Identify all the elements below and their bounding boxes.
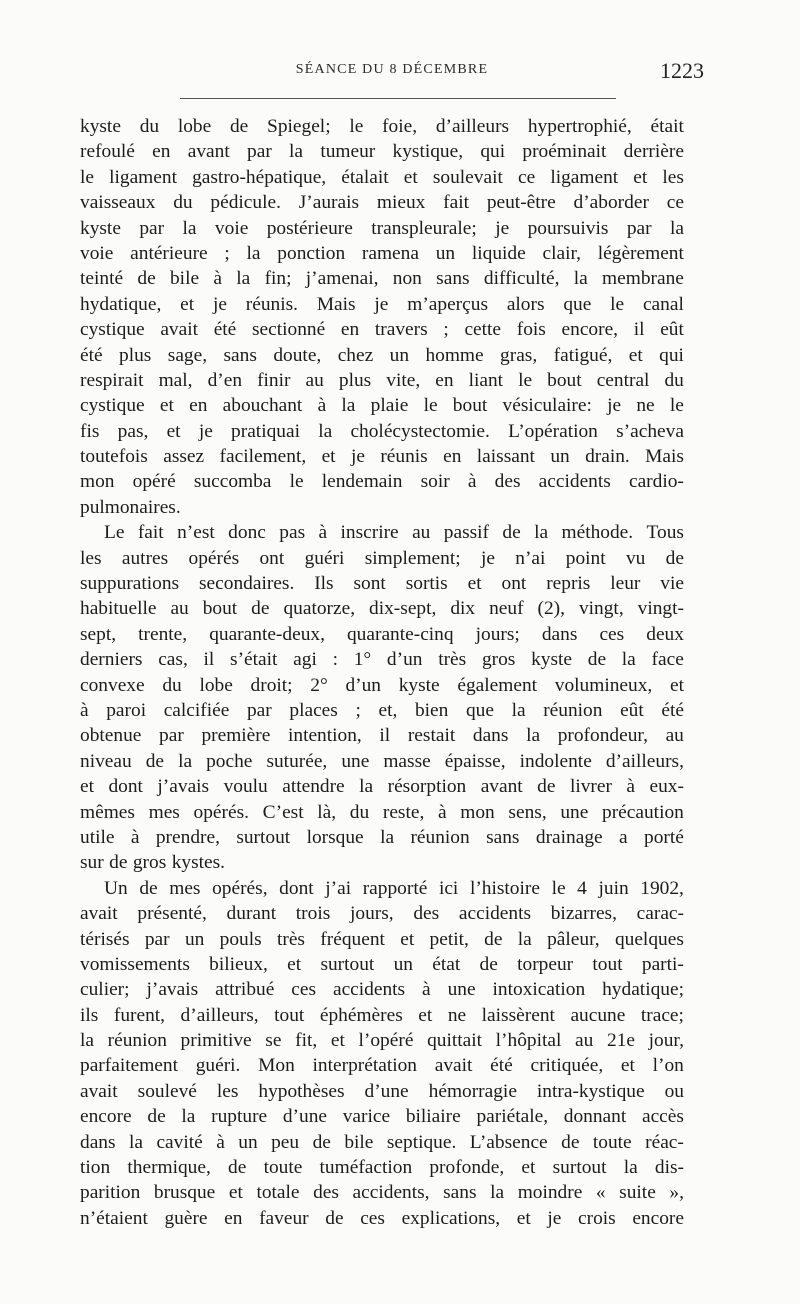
text-line: voie antérieure ; la ponction ramena un liquide clair, légèrement <box>80 242 684 264</box>
text-line: la réunion primitive se fit, et l’opéré quittait l’hôpital au 21e jour, <box>80 1030 684 1052</box>
text-line: suppurations secondaires. Ils sont sortis et ont repris leur vie <box>80 573 684 595</box>
text-line: teinté de bile à la fin; j’amenai, non sans difficulté, la membrane <box>80 268 684 290</box>
text-line: et dont j’avais voulu attendre la résorption avant de livrer à eux- <box>80 776 684 798</box>
text-line: avait présenté, durant trois jours, des accidents bizarres, carac- <box>80 903 684 925</box>
text-line: niveau de la poche suturée, une masse épaisse, indolente d’ailleurs, <box>80 750 684 772</box>
text-line: kyste par la voie postérieure transpleurale; je poursuivis par la <box>80 217 684 239</box>
paragraph <box>80 876 684 1231</box>
text-line: Le fait n’est donc pas à inscrire au passif de la méthode. Tous <box>104 522 684 544</box>
text-line: vaisseaux du pédicule. J’aurais mieux fait peut-être d’aborder ce <box>80 192 684 214</box>
page-header <box>80 58 704 86</box>
text-line: ils furent, d’ailleurs, tout éphémères et ne laissèrent aucune trace; <box>80 1004 684 1026</box>
page-number: 1223 <box>660 58 704 83</box>
text-line: utile à prendre, surtout lorsque la réunion sans drainage a porté <box>80 826 684 848</box>
text-line: encore de la rupture d’une varice biliaire pariétale, donnant accès <box>80 1106 684 1128</box>
text-line: les autres opérés ont guéri simplement; je n’ai point vu de <box>80 547 684 569</box>
text-line: dans la cavité à un peu de bile septique. L’absence de toute réac- <box>80 1131 684 1153</box>
text-line: refoulé en avant par la tumeur kystique, qui proéminait derrière <box>80 141 684 163</box>
header-rule <box>180 98 616 99</box>
text-line: culier; j’avais attribué ces accidents à une intoxication hydatique; <box>80 979 684 1001</box>
text-line: Un de mes opérés, dont j’ai rapporté ici l’histoire le 4 juin 1902, <box>104 877 684 899</box>
text-line: obtenue par première intention, il restait dans la profondeur, au <box>80 725 684 747</box>
text-line: n’étaient guère en faveur de ces explications, et je crois encore <box>80 1207 684 1229</box>
text-line: vomissements bilieux, et surtout un état de torpeur tout parti- <box>80 953 684 975</box>
text-line: habituelle au bout de quatorze, dix-sept, dix neuf (2), vingt, vingt- <box>80 598 684 620</box>
text-line: parition brusque et totale des accidents, sans la moindre « suite », <box>80 1182 684 1204</box>
body-text <box>80 114 684 1231</box>
text-line: respirait mal, d’en finir au plus vite, en liant le bout central du <box>80 369 684 391</box>
text-line: cystique avait été sectionné en travers ; cette fois encore, il eût <box>80 319 684 341</box>
paragraph <box>80 520 684 875</box>
text-line: été plus sage, sans doute, chez un homme gras, fatigué, et qui <box>80 344 684 366</box>
text-line: convexe du lobe droit; 2° d’un kyste également volumineux, et <box>80 674 684 696</box>
text-line: parfaitement guéri. Mon interprétation avait été critiquée, et l’on <box>80 1055 684 1077</box>
text-line: sept, trente, quarante-deux, quarante-cinq jours; dans ces deux <box>80 623 684 645</box>
text-line: térisés par un pouls très fréquent et petit, de la pâleur, quelques <box>80 928 684 950</box>
text-line: kyste du lobe de Spiegel; le foie, d’ailleurs hypertrophié, était <box>80 116 684 137</box>
text-line: derniers cas, il s’était agi : 1° d’un très gros kyste de la face <box>80 649 684 671</box>
text-line: toutefois assez facilement, et je réunis en laissant un drain. Mais <box>80 446 684 468</box>
text-line: hydatique, et je réunis. Mais je m’aperçus alors que le canal <box>80 293 684 315</box>
text-line: fis pas, et je pratiquai la cholécystectomie. L’opération s’acheva <box>80 420 684 442</box>
text-line: sur de gros kystes. <box>80 852 226 874</box>
text-line: cystique et en abouchant à la plaie le bout vésiculaire: je ne le <box>80 395 684 417</box>
text-line: le ligament gastro-hépatique, étalait et soulevait ce ligament et les <box>80 166 684 188</box>
text-line: avait soulevé les hypothèses d’une hémorragie intra-kystique ou <box>80 1080 684 1102</box>
text-line: mêmes mes opérés. C’est là, du reste, à mon sens, une précaution <box>80 801 684 823</box>
text-line: tion thermique, de toute tuméfaction profonde, et surtout la dis- <box>80 1157 684 1179</box>
text-line: mon opéré succomba le lendemain soir à des accidents cardio- <box>80 471 684 493</box>
paragraph <box>80 114 684 520</box>
text-line: pulmonaires. <box>80 496 181 518</box>
running-title: SÉANCE DU 8 DÉCEMBRE <box>295 62 489 77</box>
text-line: à paroi calcifiée par places ; et, bien que la réunion eût été <box>80 699 684 721</box>
